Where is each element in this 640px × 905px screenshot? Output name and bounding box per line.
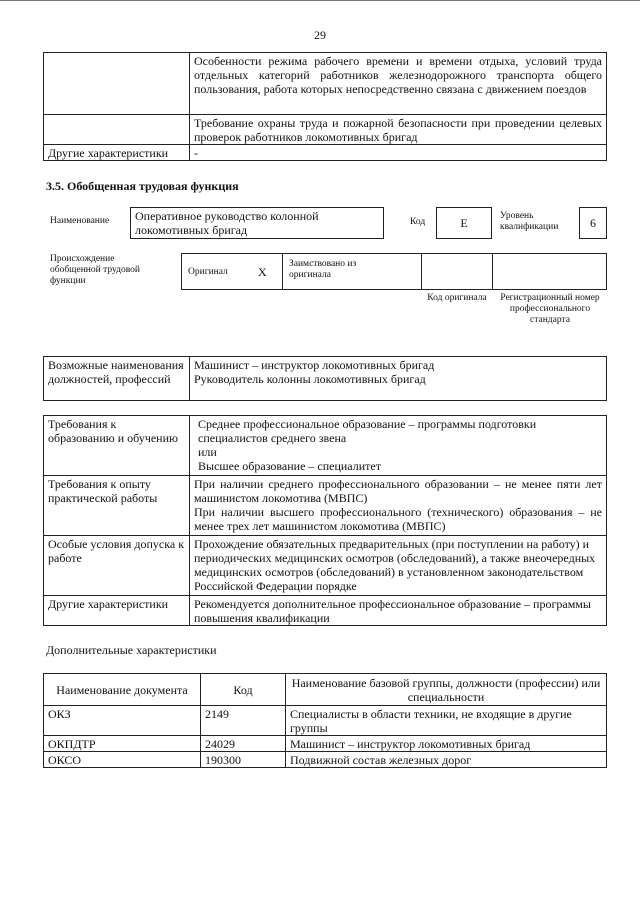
doc-name: ОКЗ: [44, 706, 201, 736]
position-item: Машинист – инструктор локомотивных бригад: [194, 358, 435, 372]
row-text: Особенности режима рабочего времени и времени отдыха, условий труда отдельных категорий работников железнодорожного транспорта общего пользования, работа которых непосредственно связана с движением поездов: [190, 53, 607, 115]
origin-original-cell: [181, 253, 283, 290]
table-row: [44, 357, 607, 401]
level-value: [579, 207, 607, 239]
requirement-label: Другие характеристики: [44, 596, 190, 626]
doc-title: Машинист – инструктор локомотивных бригад: [286, 736, 607, 752]
requirement-value: [190, 476, 607, 536]
table-row: [44, 416, 607, 476]
code-value: [436, 207, 492, 239]
original-label: Оригинал: [188, 267, 228, 277]
requirement-label: Требования к опыту практической работы: [44, 476, 190, 536]
table-row: [44, 476, 607, 536]
requirement-line: Высшее образование – специалитет: [198, 459, 381, 473]
level-label: Уровень квалификации: [500, 211, 559, 232]
name-label: Наименование: [50, 216, 110, 226]
name-value-text: Оперативное руководство колонной локомотивных бригад: [135, 209, 319, 237]
doc-code: 190300: [201, 752, 286, 768]
table-row: [44, 706, 607, 736]
column-header: Наименование базовой группы, должности (профессии) или специальности: [286, 674, 607, 706]
origin-reg-cell: [492, 253, 607, 290]
doc-name: ОКПДТР: [44, 736, 201, 752]
page-top-edge: [0, 0, 640, 1]
name-value: [130, 207, 384, 239]
requirement-line: или: [198, 445, 217, 459]
row-text: Требование охраны труда и пожарной безопасности при проведении целевых проверок работников локомотивных бригад: [190, 115, 607, 145]
code-value-text: E: [460, 216, 468, 230]
table-row: [44, 752, 607, 768]
original-mark: X: [258, 265, 267, 279]
doc-title: Подвижной состав железных дорог: [286, 752, 607, 768]
requirement-value: [190, 536, 607, 596]
code-caption: Код оригинала: [427, 293, 487, 303]
page-number: 29: [314, 28, 326, 42]
origin-label: Происхождение обобщенной трудовой функции: [50, 254, 140, 286]
borrowed-label: Заимствовано из оригинала: [289, 259, 357, 280]
requirement-line: Рекомендуется дополнительное профессиональное образование – программы повышения квалификации: [194, 597, 591, 625]
level-value-text: 6: [590, 216, 596, 230]
position-item: Руководитель колонны локомотивных бригад: [194, 372, 426, 386]
top-table: [43, 52, 607, 161]
column-header: Наименование документа: [44, 674, 201, 706]
additional-table: [43, 673, 607, 768]
requirements-table: [43, 415, 607, 626]
requirement-line: При наличии среднего профессионального образовании – не менее пяти лет машинистом локомотива (МВПС): [194, 477, 602, 505]
doc-name: ОКСО: [44, 752, 201, 768]
requirement-line: Прохождение обязательных предварительных (при поступлении на работу) и периодических медицинских осмотров (обследований), а также внеочередных медицинских осмотров (обследований) в установленном законодательством Российской Федерации порядке: [194, 537, 596, 593]
row-text: -: [190, 145, 607, 161]
requirement-label: Особые условия допуска к работе: [44, 536, 190, 596]
origin-borrowed-cell: [282, 253, 422, 290]
row-label: [44, 53, 190, 115]
requirement-value: [190, 416, 607, 476]
positions-table: [43, 356, 607, 401]
table-header-row: [44, 674, 607, 706]
requirement-label: Требования к образованию и обучению: [44, 416, 190, 476]
requirement-line: При наличии высшего профессионального (технического) образования – не менее трех лет машинистом локомотива (МВПС): [194, 505, 602, 533]
additional-heading: Дополнительные характеристики: [46, 643, 217, 657]
origin-code-cell: [421, 253, 493, 290]
positions-values: [190, 357, 607, 401]
table-row: [44, 596, 607, 626]
requirement-line: Среднее профессиональное образование – программы подготовки специалистов среднего звена: [198, 417, 537, 445]
code-label: Код: [410, 217, 426, 227]
doc-code: 24029: [201, 736, 286, 752]
table-row: [44, 736, 607, 752]
column-header: Код: [201, 674, 286, 706]
doc-code: 2149: [201, 706, 286, 736]
doc-title: Специалисты в области техники, не входящие в другие группы: [286, 706, 607, 736]
table-row: [44, 145, 607, 161]
table-row: [44, 536, 607, 596]
reg-caption: Регистрационный номер профессионального стандарта: [500, 293, 600, 325]
table-row: [44, 53, 607, 115]
row-label: Другие характеристики: [44, 145, 190, 161]
requirement-value: [190, 596, 607, 626]
row-label: [44, 115, 190, 145]
section-heading: 3.5. Обобщенная трудовая функция: [46, 179, 239, 193]
table-row: [44, 115, 607, 145]
positions-label: Возможные наименования должностей, профессий: [44, 357, 190, 401]
